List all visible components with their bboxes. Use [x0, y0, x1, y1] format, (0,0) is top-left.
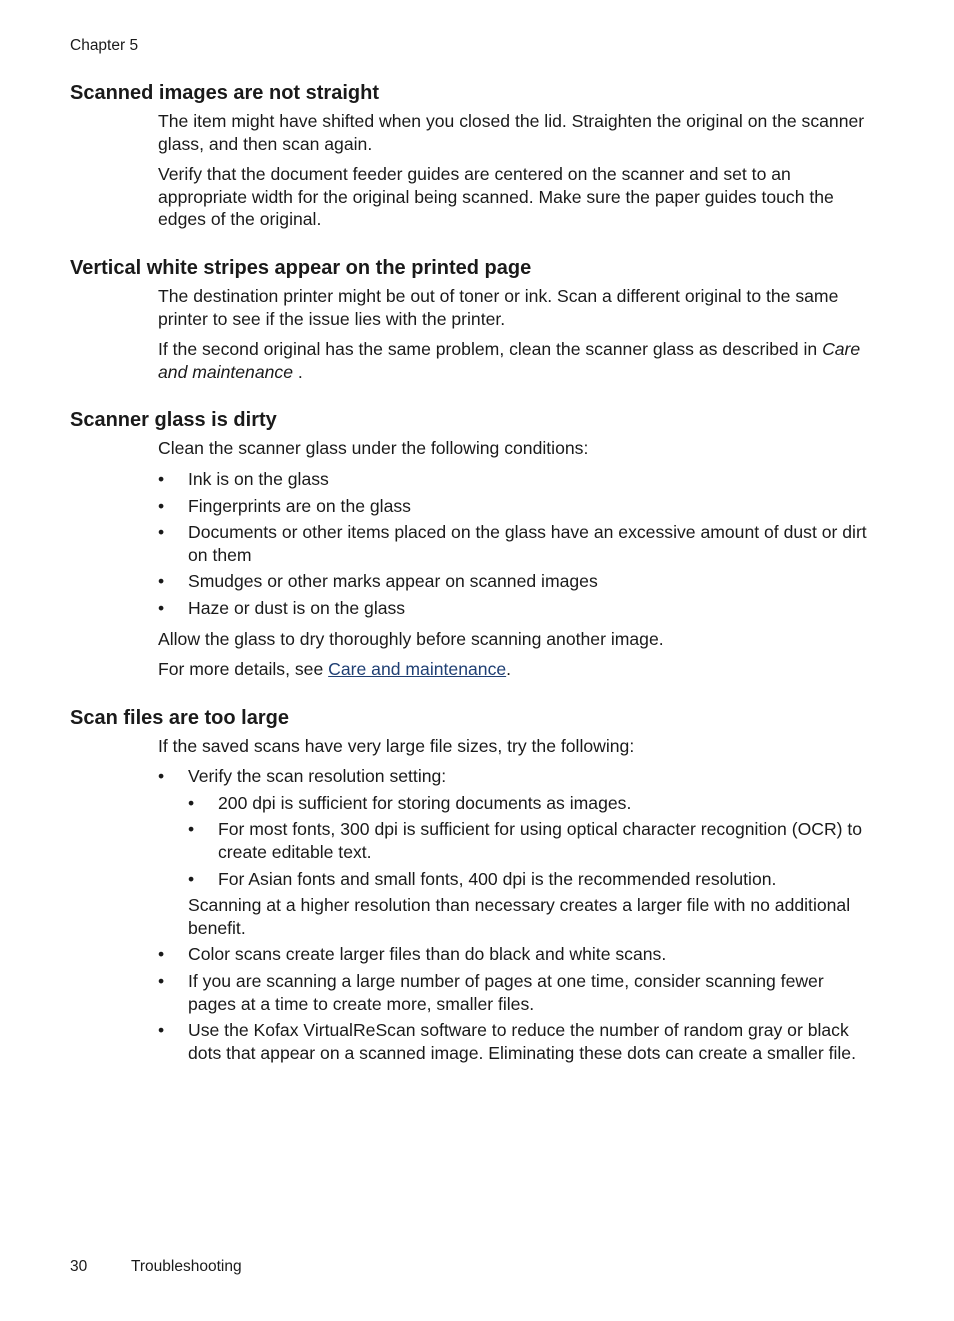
- paragraph: The item might have shifted when you closed the lid. Straighten the original on the scanner glass, and then scan again.: [158, 111, 865, 154]
- paragraph: Verify that the document feeder guides are centered on the scanner and set to an appropriate width for the original being scanned. Make sure the paper guides touch the edges of the original.: [158, 164, 834, 230]
- section-heading: Scanned images are not straight: [70, 82, 379, 104]
- sub-list-item: • For Asian fonts and small fonts, 400 dpi is the recommended resolution.: [188, 868, 870, 891]
- reference-text: Care and maintenance: [158, 339, 861, 382]
- section-white-stripes: [70, 255, 870, 383]
- page-content: [70, 80, 870, 1064]
- paragraph: Allow the glass to dry thoroughly before scanning another image.: [158, 628, 664, 649]
- sub-list-item: • For most fonts, 300 dpi is sufficient for using optical character recognition (OCR) to create editable text.: [188, 818, 870, 863]
- page-number: 30: [70, 1258, 88, 1275]
- list-item: • Smudges or other marks appear on scanned images: [158, 570, 870, 593]
- list-item: • Documents or other items placed on the glass have an excessive amount of dust or dirt on them: [158, 521, 870, 566]
- list-item: • Haze or dust is on the glass: [158, 597, 870, 620]
- section-heading: Vertical white stripes appear on the printed page: [70, 256, 532, 279]
- section-files-too-large: [70, 705, 870, 1065]
- sub-list-item: • 200 dpi is sufficient for storing documents as images.: [188, 792, 870, 815]
- conditions-list: [158, 468, 870, 620]
- section-heading: Scan files are too large: [70, 706, 289, 729]
- chapter-label: Chapter 5: [70, 37, 139, 54]
- section-heading: Scanner glass is dirty: [70, 409, 277, 432]
- paragraph: Clean the scanner glass under the following conditions:: [158, 438, 589, 459]
- list-item: • Fingerprints are on the glass: [158, 495, 870, 518]
- paragraph: The destination printer might be out of toner or ink. Scan a different original to the same printer to see if the issue lies with the printer.: [158, 285, 839, 329]
- paragraph: If the second original has the same problem, clean the scanner glass as described in Care and maintenance .: [158, 339, 861, 382]
- footer-section-title: Troubleshooting: [131, 1258, 242, 1275]
- list-item: • Use the Kofax VirtualReScan software to reduce the number of random gray or black dots that appear on a scanned image. Eliminating these dots can create a smaller file.: [158, 1019, 870, 1064]
- list-item: • If you are scanning a large number of pages at one time, consider scanning fewer pages at a time to create more, smaller files.: [158, 970, 870, 1015]
- paragraph: If the saved scans have very large file sizes, try the following:: [158, 735, 635, 756]
- list-item: • Verify the scan resolution setting: • 200 dpi is sufficient for storing documents as images. • For most fonts, 300 dpi is sufficient for using optical character recognition (OCR) to create editable text. • For Asian fonts and small fonts, 400 dpi is the recommended resolution. Scanning at a higher resolution than necessary creates a larger file with no additional benefit.: [158, 765, 870, 939]
- care-maintenance-link[interactable]: Care and maintenance: [328, 659, 507, 680]
- section-not-straight: [70, 80, 870, 231]
- section-glass-dirty: [70, 407, 870, 680]
- tips-list: [158, 765, 870, 1064]
- list-item: • Ink is on the glass: [158, 468, 870, 491]
- list-item: • Color scans create larger files than do black and white scans.: [158, 943, 870, 966]
- resolution-sublist: [188, 792, 870, 890]
- page-footer: [70, 1258, 242, 1276]
- paragraph: For more details, see Care and maintenance.: [158, 659, 512, 680]
- resolution-note: Scanning at a higher resolution than necessary creates a larger file with no additional benefit.: [188, 895, 851, 938]
